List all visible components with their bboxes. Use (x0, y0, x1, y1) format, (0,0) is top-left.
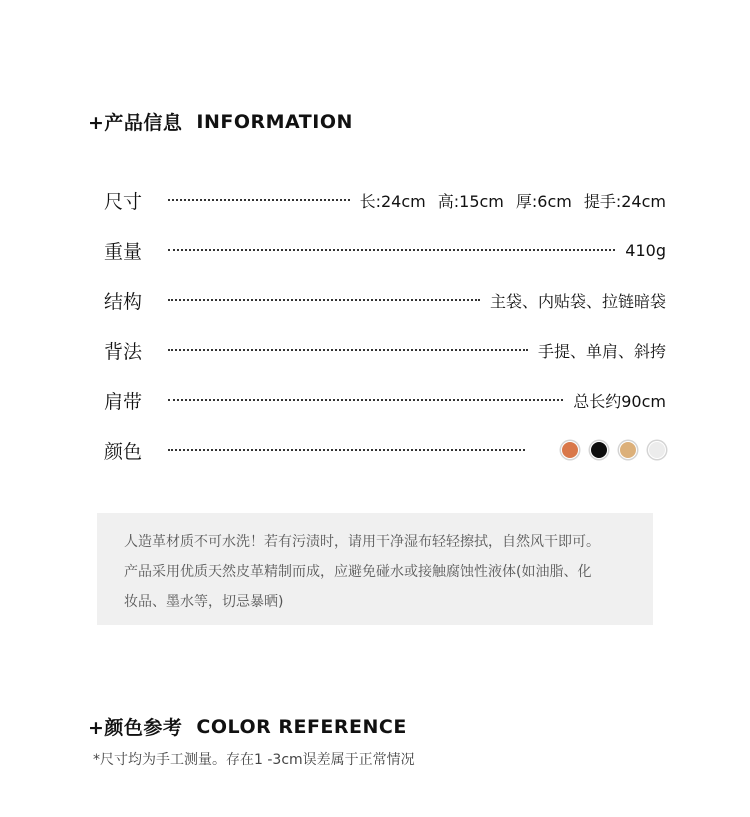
spec-list (104, 175, 666, 475)
spec-value-part: 主袋、内贴袋、拉链暗袋 (489, 291, 666, 311)
spec-row (104, 425, 666, 475)
spec-row (104, 375, 666, 425)
spec-label: 重量 (104, 240, 143, 263)
spec-value-part: 长:24cm (359, 191, 426, 211)
care-note-line: 人造革材质不可水洗！若有污渍时，请用干净湿布轻轻擦拭，自然风干即可。 (124, 534, 600, 550)
care-note-line: 妆品、墨水等，切忌暴晒) (124, 594, 284, 610)
spec-row (104, 325, 666, 375)
color-reference-section-title (88, 713, 407, 740)
spec-value-part: 410g (625, 240, 666, 260)
color-swatch[interactable] (648, 441, 666, 459)
spec-label: 结构 (104, 290, 143, 313)
spec-label: 背法 (104, 340, 143, 363)
spec-label: 尺寸 (104, 190, 143, 213)
color-swatch[interactable] (619, 441, 637, 459)
measurement-footnote: *尺寸均为手工测量。存在1 -3cm误差属于正常情况 (93, 752, 415, 768)
spec-value (490, 289, 666, 312)
color-swatch[interactable] (590, 441, 608, 459)
spec-value-part: 提手:24cm (583, 191, 666, 211)
spec-value-part: 手提、单肩、斜挎 (537, 341, 666, 361)
color-reference-title-zh: +颜色参考 (88, 717, 183, 739)
spec-value (538, 339, 666, 362)
spec-value-part: 厚:6cm (515, 191, 572, 211)
spec-row (104, 275, 666, 325)
dotted-leader (168, 249, 615, 251)
dotted-leader (168, 449, 525, 451)
information-title-zh: +产品信息 (88, 112, 183, 134)
dotted-leader (168, 349, 528, 351)
spec-value-part: 总长约90cm (573, 391, 666, 411)
color-swatches (561, 441, 666, 459)
dotted-leader (168, 399, 563, 401)
spec-label: 颜色 (104, 440, 143, 463)
spec-row (104, 225, 666, 275)
spec-row (104, 175, 666, 225)
information-title-en: INFORMATION (196, 110, 353, 133)
spec-value-part: 高:15cm (437, 191, 504, 211)
color-reference-title-en: COLOR REFERENCE (196, 715, 407, 738)
spec-value (573, 389, 666, 412)
dotted-leader (168, 199, 350, 201)
information-section-title (88, 108, 353, 135)
dotted-leader (168, 299, 480, 301)
spec-value (625, 241, 666, 260)
spec-label: 肩带 (104, 390, 143, 413)
color-swatch[interactable] (561, 441, 579, 459)
spec-value (360, 189, 666, 212)
care-note-box (97, 513, 653, 625)
care-note-line: 产品采用优质天然皮革精制而成，应避免碰水或接触腐蚀性液体(如油脂、化 (124, 564, 592, 580)
